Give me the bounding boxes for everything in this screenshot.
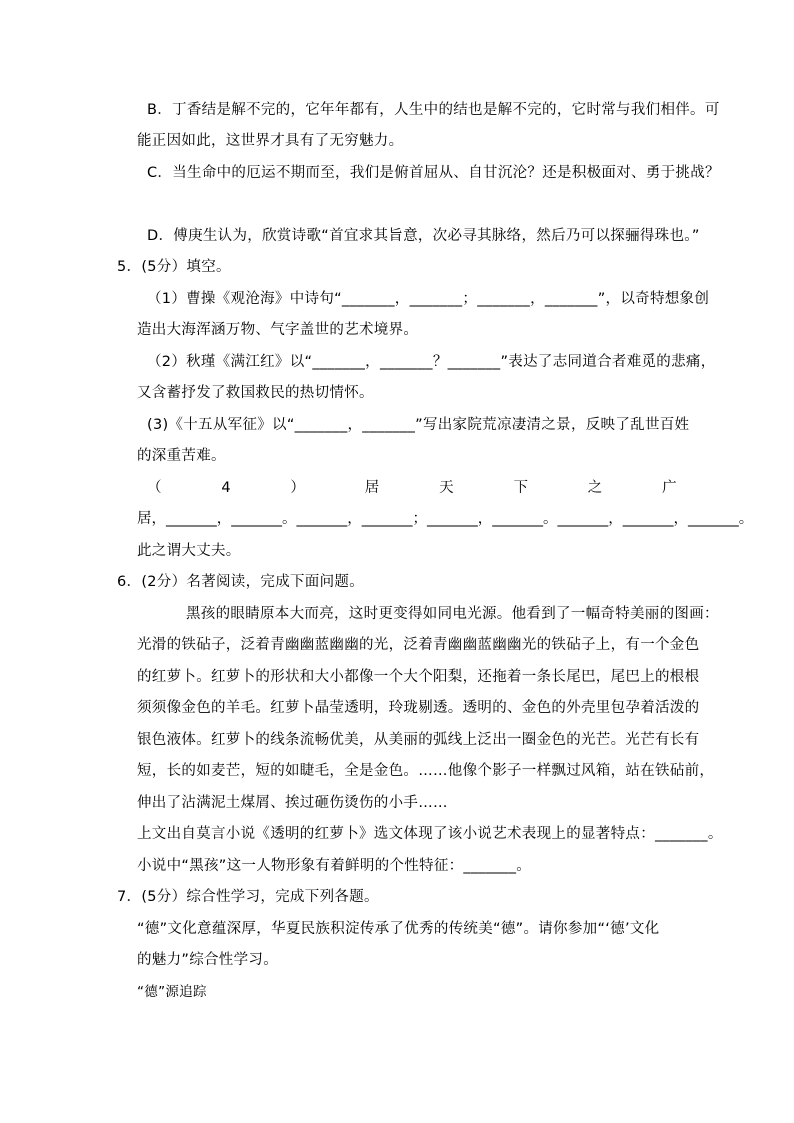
question-5-item-3: (3)《十五从军征》以“_______，_______”写出家院荒凉凄清之景，反映了乱世百姓 xyxy=(147,417,690,433)
question-5-item-4 xyxy=(147,478,677,498)
item-4-char: 之 xyxy=(587,480,603,496)
question-7-section-heading: “德”源追踪 xyxy=(137,984,207,1000)
question-5-item-3-cont: 的深重苦难。 xyxy=(137,448,226,464)
option-b-line-2: 能正因如此，这世界才具有了无穷魅力。 xyxy=(137,133,404,149)
passage-line: 光滑的铁砧子，泛着青幽幽蓝幽幽的光，泛着青幽幽蓝幽幽光的铁砧子上，有一个金色 xyxy=(137,637,700,653)
item-4-char: （ xyxy=(147,480,162,496)
question-5-item-2: （2）秋瑾《满江红》以“_______，_______？_______”表达了志同道合者难觅的悲痛， xyxy=(147,354,716,370)
passage-line: 短，长的如麦芒，短的如睫毛，全是金色。……他像个影子一样飘过风箱，站在铁砧前， xyxy=(137,763,715,779)
question-5-item-1-cont: 造出大海浑涵万物、气字盖世的艺术境界。 xyxy=(137,322,419,338)
question-6-prompt-2: 小说中“黑孩”这一人物形象有着鲜明的个性特征：_______。 xyxy=(137,858,532,874)
question-7-title: 7．(5分）综合性学习，完成下列各题。 xyxy=(117,889,379,905)
question-5-item-4-end: 此之谓大丈夫。 xyxy=(137,543,241,559)
passage-line: 的红萝卜。红萝卜的形状和大小都像一个大个阳梨，还拖着一条长尾巴，尾巴上的根根 xyxy=(137,669,700,685)
question-6-prompt-1: 上文出自莫言小说《透明的红萝卜》选文体现了该小说艺术表现上的显著特点：_______。 xyxy=(137,826,723,842)
item-4-char: 天 xyxy=(439,480,454,496)
item-4-char: 广 xyxy=(662,480,677,496)
question-6-title: 6．(2分）名著阅读，完成下面问题。 xyxy=(117,574,365,590)
passage-line: 须须像金色的羊毛。红萝卜晶莹透明，玲珑剔透。透明的、金色的外壳里包孕着活泼的 xyxy=(137,700,700,716)
item-4-char: 下 xyxy=(513,480,529,496)
question-7-intro: “德”文化意蕴深厚，华夏民族积淀传承了优秀的传统美“德”。请你参加“‘德’文化 xyxy=(137,921,660,937)
question-7-intro-cont: 的魅力”综合性学习。 xyxy=(137,952,279,968)
option-d: D．傅庚生认为，欣赏诗歌“首宜求其旨意，次必寻其脉络，然后乃可以探骊得珠也。” xyxy=(147,228,700,244)
question-5-item-2-cont: 又含蓄抒发了救国救民的热切情怀。 xyxy=(137,385,374,401)
passage-line: 银色液体。红萝卜的线条流畅优美，从美丽的弧线上泛出一圈金色的光芒。光芒有长有 xyxy=(137,732,700,748)
passage-line: 黑孩的眼睛原本大而亮，这时更变得如同电光源。他看到了一幅奇特美丽的图画： xyxy=(186,606,719,622)
item-4-char: 4 xyxy=(221,480,231,496)
question-5-item-1: （1）曹操《观沧海》中诗句“_______，_______；_______，_______”，以奇特想象创 xyxy=(147,291,710,307)
option-b-line-1: B．丁香结是解不完的，它年年都有，人生中的结也是解不完的，它时常与我们相伴。可 xyxy=(147,102,720,118)
item-4-char: 居 xyxy=(364,480,380,496)
question-5-title: 5．(5分）填空。 xyxy=(117,259,231,275)
item-4-char: ） xyxy=(290,480,306,496)
question-5-item-4-blanks: 居，_______，_______。_______，_______；_______，_______。_______，_______，_______。 xyxy=(137,511,754,527)
option-c: C．当生命中的厄运不期而至，我们是俯首屈从、自甘沉沦？还是积极面对、勇于挑战？ xyxy=(147,165,720,181)
passage-line: 伸出了沾满泥土煤屑、挨过砸伤烫伤的小手…… xyxy=(137,795,448,811)
